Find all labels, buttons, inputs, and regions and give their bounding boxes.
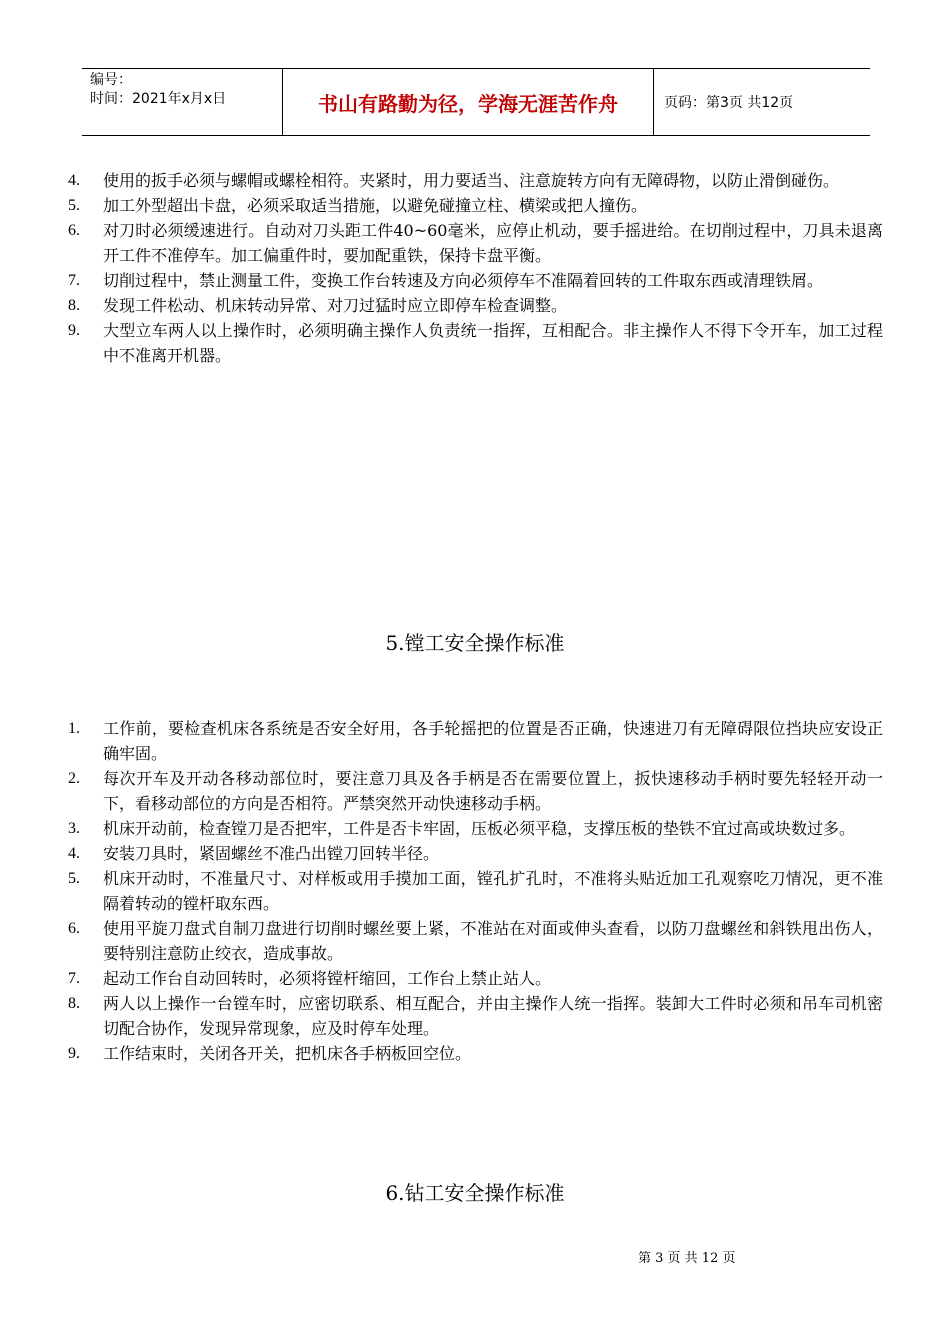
item-text: 安装刀具时，紧固螺丝不准凸出镗刀回转半径。 [103, 844, 440, 863]
page-header [82, 68, 870, 136]
item-number: 8. [68, 995, 80, 1012]
item-text: 发现工件松动、机床转动异常、对刀过猛时应立即停车检查调整。 [103, 296, 568, 315]
lathe-rules-list [68, 168, 883, 368]
item-text: 每次开车及开动各移动部位时，要注意刀具及各手柄是否在需要位置上，扳快速移动手柄时要先轻轻开动一下，看移动部位的方向是否相符。严禁突然开动快速移动手柄。 [103, 769, 883, 813]
item-text: 两人以上操作一台镗车时，应密切联系、相互配合，并由主操作人统一指挥。装卸大工件时必须和吊车司机密切配合协作，发现异常现象，应及时停车处理。 [103, 994, 883, 1038]
item-number: 8. [68, 297, 80, 314]
boring-rules-list [68, 716, 883, 1066]
section-title-drilling: 6.钻工安全操作标准 [385, 1181, 565, 1205]
list-item [68, 218, 883, 268]
item-text: 对刀时必须缓速进行。自动对刀头距工件40~60毫米，应停止机动，要手摇进给。在切削过程中，刀具未退离开工件不准停车。加工偏重件时，要加配重铁，保持卡盘平衡。 [103, 221, 883, 265]
item-text: 加工外型超出卡盘，必须采取适当措施，以避免碰撞立柱、横梁或把人撞伤。 [103, 196, 648, 215]
item-text: 使用的扳手必须与螺帽或螺栓相符。夹紧时，用力要适当、注意旋转方向有无障碍物，以防止滑倒碰伤。 [103, 171, 840, 190]
item-text: 工作结束时，关闭各开关，把机床各手柄板回空位。 [103, 1044, 472, 1063]
item-number: 9. [68, 1045, 80, 1062]
item-number: 7. [68, 970, 80, 987]
item-number: 3. [68, 820, 80, 837]
list-item [68, 293, 883, 318]
list-item [68, 966, 883, 991]
list-item [68, 168, 883, 193]
header-info [82, 69, 282, 135]
item-text: 机床开动时，不准量尺寸、对样板或用手摸加工面，镗孔扩孔时，不准将头贴近加工孔观察吃刀情况，更不准隔着转动的镗杆取东西。 [103, 869, 883, 913]
item-number: 6. [68, 920, 80, 937]
item-number: 2. [68, 770, 80, 787]
list-item [68, 268, 883, 293]
item-number: 4. [68, 172, 80, 189]
section-title-boring: 5.镗工安全操作标准 [385, 631, 565, 655]
page-footer: 第 3 页 共 12 页 [638, 1251, 736, 1266]
item-text: 起动工作台自动回转时，必须将镗杆缩回，工作台上禁止站人。 [103, 969, 552, 988]
item-number: 9. [68, 322, 80, 339]
header-motto: 书山有路勤为径，学海无涯苦作舟 [282, 69, 654, 135]
item-number: 6. [68, 222, 80, 239]
list-item [68, 866, 883, 916]
item-text: 大型立车两人以上操作时，必须明确主操作人负责统一指挥，互相配合。非主操作人不得下令开车，加工过程中不准离开机器。 [103, 321, 883, 365]
list-item [68, 193, 883, 218]
list-item [68, 816, 883, 841]
list-item [68, 991, 883, 1041]
item-text: 切削过程中，禁止测量工件，变换工作台转速及方向必须停车不准隔着回转的工件取东西或清理铁屑。 [103, 271, 824, 290]
list-item [68, 1041, 883, 1066]
item-number: 7. [68, 272, 80, 289]
list-item [68, 318, 883, 368]
list-item [68, 916, 883, 966]
list-item [68, 841, 883, 866]
header-page-code: 页码：第3页 共12页 [664, 95, 794, 111]
item-number: 1. [68, 720, 80, 737]
document-number: 编号： [90, 72, 132, 88]
item-number: 5. [68, 197, 80, 214]
item-text: 机床开动前，检查镗刀是否把牢，工件是否卡牢固，压板必须平稳，支撑压板的垫铁不宜过高或块数过多。 [103, 819, 856, 838]
item-number: 4. [68, 845, 80, 862]
list-item [68, 766, 883, 816]
item-number: 5. [68, 870, 80, 887]
item-text: 使用平旋刀盘式自制刀盘进行切削时螺丝要上紧，不准站在对面或伸头查看，以防刀盘螺丝和斜铁甩出伤人，要特别注意防止绞衣，造成事故。 [103, 919, 883, 963]
document-time: 时间：2021年x月x日 [90, 91, 227, 107]
list-item [68, 716, 883, 766]
item-text: 工作前，要检查机床各系统是否安全好用，各手轮摇把的位置是否正确，快速进刀有无障碍限位挡块应安设正确牢固。 [103, 719, 883, 763]
